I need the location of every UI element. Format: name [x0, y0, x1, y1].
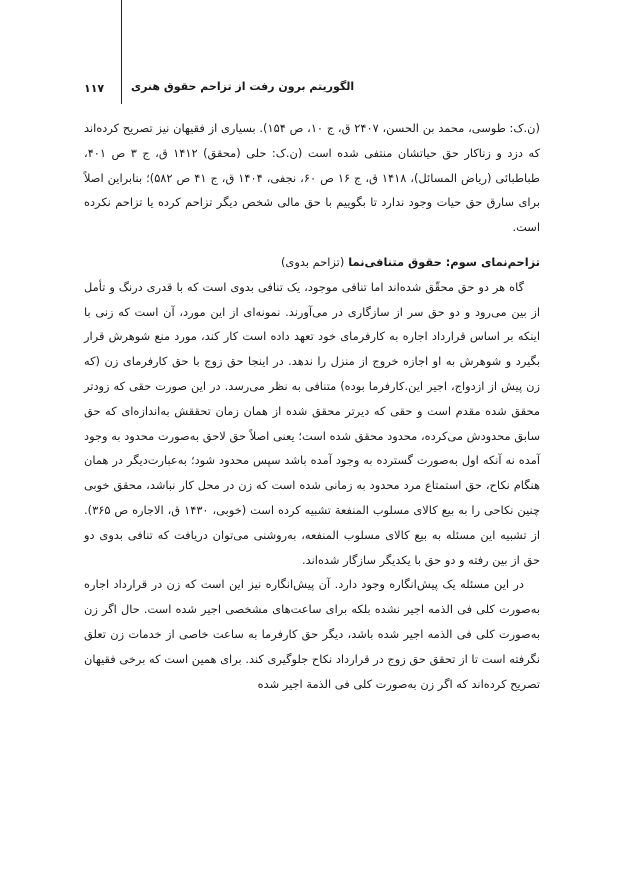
paragraph-2: گاه هر دو حق محقّق شده‌اند اما تنافی موجود، یک تنافی بدوی است که با قدری درنگ و تأمل از بین می‌رود و دو حق سر از سازگاری در می‌آورند. نمونه‌ای از این مورد، آن است که زنی با اینکه بر اساس قرارداد اجاره به کارفرمای خود تعهد داده است کار کند، مورد منع شوهرش قرار بگیرد و شوهرش به او اجازه خروج از منزل را ندهد. در اینجا حق زوج با حق کارفرمای زن (که زن پیش از ازدواج، اجیر این.کارفرما بوده) متنافی به نظر می‌رسد. در این صورت حقی که زودتر محقق شده مقدم است و حقی که دیرتر محقق شده از همان زمان تحققش به‌اندازه‌ای که حق سابق محدودش می‌کرده، محدود محقق شده است؛ یعنی اصلاً حق لاحق به‌صورت محدود به وجود آمده نه آنکه اول به‌صورت گسترده به وجود آمده باشد سپس محدود شود؛ به‌عبارت‌دیگر در همان هنگام نکاح، حق استمتاع مرد محدود به زمانی شده است که زن در محل کار نباشد، محقق خوبی چنین نکاحی را به بیع کالای مسلوب المنفعة تشبیه کرده است (خوبی، ۱۴۳۰ ق، الاجاره ص ۳۶۵). از تشبیه این مسئله به بیع کالای مسلوب المنفعه، به‌روشنی می‌توان دریافت که تنافی بدوی دو حق از بین رفته و دو حق با یکدیگر سازگار شده‌اند. — [84, 279, 540, 567]
section-heading-main: تزاحم‌نمای سوم: حقوق متنافی‌نما — [348, 254, 540, 269]
header-divider — [121, 0, 122, 104]
page-header — [0, 0, 624, 105]
running-title: الگوریتم برون رفت از تزاحم حقوق هنری — [131, 80, 355, 93]
body-text — [84, 116, 540, 696]
section-heading-sub: (تزاحم بدوی) — [280, 254, 345, 269]
page-number: ۱۱۷ — [84, 82, 105, 95]
paragraph-1: (ن.ک: طوسی، محمد بن الحسن، ۲۴۰۷ ق، ج ۱۰، ص ۱۵۴). بسیاری از فقیهان نیز تصریح کرده‌اند که دزد و زناکار حق حیاتشان منتفی شده است (ن.ک: حلی (محقق) ۱۴۱۲ ق، ج ۳ ص ۴۰۱، طباطبائی (ریاض المسائل)، ۱۴۱۸ ق، ج ۱۶ ص ۶۰، نجفی، ۱۴۰۴ ق، ج ۴۱ ص ۵۸۲)؛ بنابراین اصلاً برای سارق حق حیات وجود ندارد تا بگوییم با حق مالی شخص دیگر تزاحم کرده یا تزاحم نکرده است. — [84, 121, 540, 235]
paragraph-3: در این مسئله یک پیش‌انگاره وجود دارد. آن پیش‌انگاره نیز این است که زن در قرارداد اجاره به‌صورت کلی فی الذمه اجیر نشده بلکه برای ساعت‌های مشخصی اجیر شده است. حال اگر زن به‌صورت کلی فی الذمه اجیر شده باشد، دیگر حق کارفرما به ساعت خاصی از خدمات زن تعلق نگرفته است تا از تحقق حق زوج در قرارداد نکاح جلوگیری کند. برای همین است که برخی فقیهان تصریح کرده‌اند که اگر زن به‌صورت کلی فی الذمة اجیر شده — [84, 577, 540, 691]
section-heading — [84, 250, 540, 275]
